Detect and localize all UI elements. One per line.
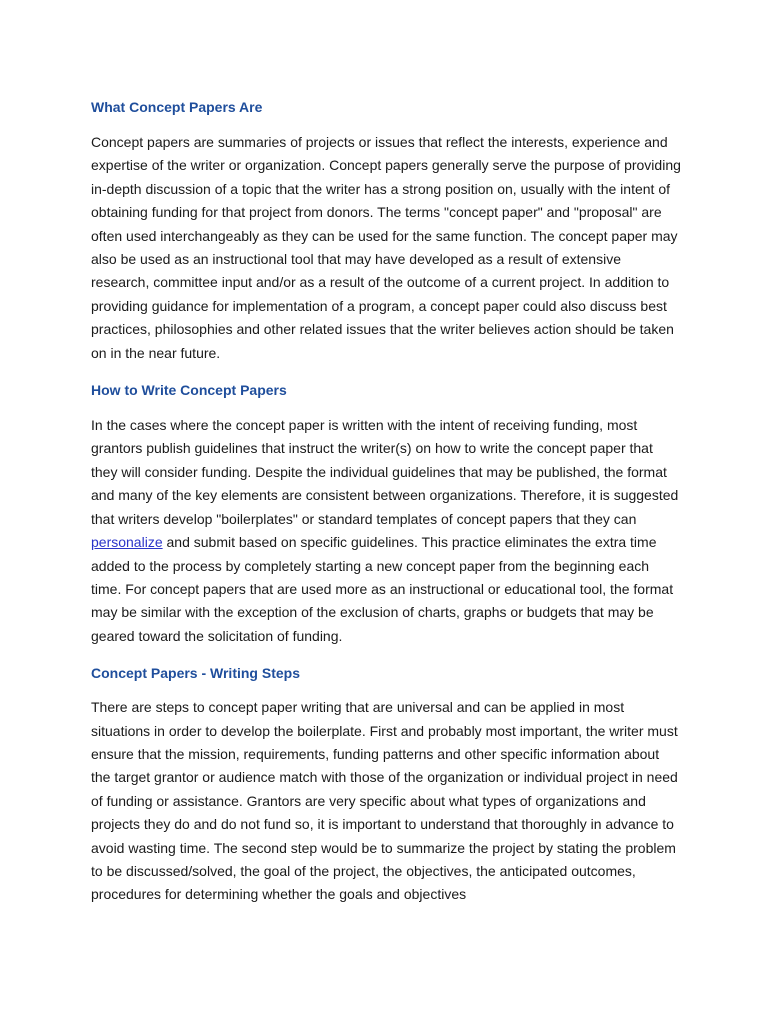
section-paragraph-how-to-write	[91, 414, 681, 648]
personalize-link[interactable]: personalize	[91, 534, 163, 551]
section-paragraph-what-concept-papers-are: Concept papers are summaries of projects or issues that reflect the interests, experience and expertise of the writer or organization. Concept papers generally serve the purpose of providing in-depth discussion of a topic that the writer has a strong position on, usually with the intent of obtaining funding for that project from donors. The terms "concept paper" and "proposal" are often used interchangeably as they can be used for the same function. The concept paper may also be used as an instructional tool that may have developed as a result of extensive research, committee input and/or as a result of the outcome of a current project. In addition to providing guidance for implementation of a program, a concept paper could also discuss best practices, philosophies and other related issues that the writer believes action should be taken on in the near future.	[91, 134, 681, 361]
section-heading-writing-steps: Concept Papers - Writing Steps	[91, 665, 300, 682]
document-page	[91, 97, 681, 907]
section-heading-what-concept-papers-are: What Concept Papers Are	[91, 99, 263, 115]
paragraph-text-after-link: and submit based on specific guidelines. This practice eliminates the extra time added to the process by completely starting a new concept paper from the beginning each time. For concept papers that are used more as an instructional or educational tool, the format may be similar with the exception of the exclusion of charts, graphs or budgets that may be geared toward the solicitation of funding.	[91, 534, 674, 644]
section-heading-how-to-write: How to Write Concept Papers	[91, 382, 287, 399]
section-paragraph-writing-steps: There are steps to concept paper writing that are universal and can be applied in most situations in order to develop the boilerplate. First and probably most important, the writer must ensure that the mission, requirements, funding patterns and other specific information about the target grantor or audience match with those of the organization or individual project in need of funding or assistance. Grantors are very specific about what types of organizations and projects they do and do not fund so, it is important to understand that thoroughly in advance to avoid wasting time. The second step would be to summarize the project by stating the problem to be discussed/solved, the goal of the project, the objectives, the anticipated outcomes, procedures for determining whether the goals and objectives	[91, 699, 678, 903]
paragraph-text-before-link: In the cases where the concept paper is written with the intent of receiving funding, most grantors publish guidelines that instruct the writer(s) on how to write the concept paper that they will consider funding. Despite the individual guidelines that may be published, the format and many of the key elements are consistent between organizations. Therefore, it is suggested that writers develop "boilerplates" or standard templates of concept papers that they can	[91, 417, 679, 527]
